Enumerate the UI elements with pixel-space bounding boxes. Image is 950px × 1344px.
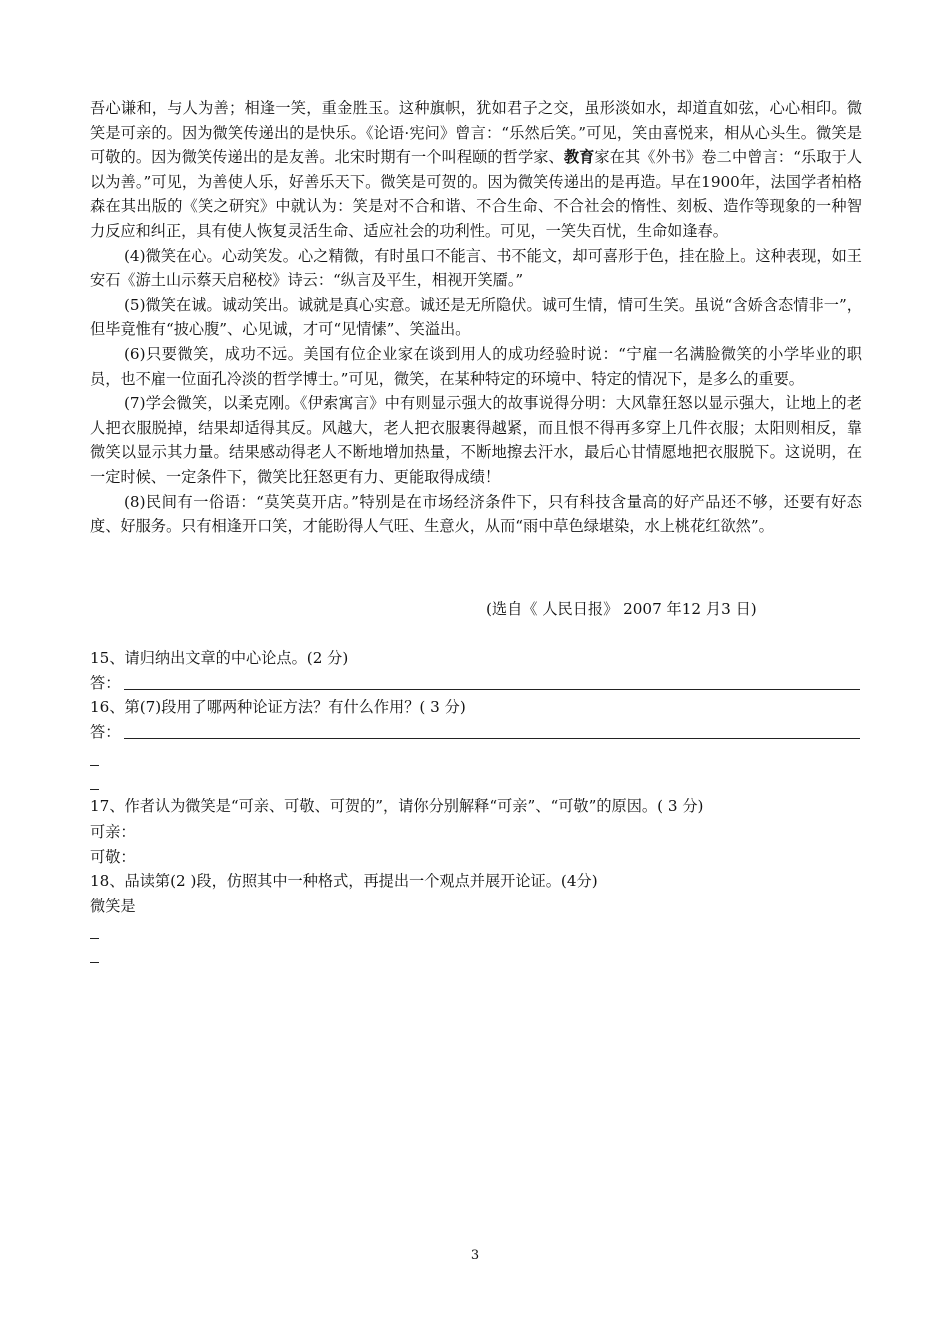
question-15-answer-line[interactable] <box>124 689 860 690</box>
article-source: (选自《 人民日报》 2007 年12 月3 日) <box>486 600 757 618</box>
answer-dash <box>90 938 99 939</box>
question-18-answer-start: 微笑是 <box>90 897 136 915</box>
question-17-part-a: 可亲： <box>90 823 136 841</box>
paragraph-continued <box>90 96 862 244</box>
answer-dash <box>90 765 99 766</box>
article-body <box>90 96 862 539</box>
question-16: 16、第(7)段用了哪两种论证方法？有什么作用？( 3 分) <box>90 698 466 716</box>
paragraph-4: (4)微笑在心。心动笑发。心之精微，有时虽口不能言、书不能文，却可喜形于色，挂在脸上。这种表现，如王安石《游土山示蔡天启秘校》诗云：“纵言及平生，相视开笑靥。” <box>90 246 862 290</box>
question-16-answer-label: 答： <box>90 723 121 741</box>
paragraph-text: 家在其《外书》卷二中曾言：“乐取于人以为善。”可见，为善使人乐，好善乐天下。微笑是可贺的。因为微笑传递出的是再造。早在1900年，法国学者柏格森在其出版的《笑之研究》中就认为：笑是对不合和谐、不合生命、不合社会的惰性、刻板、造作等现象的一种智力反应和纠正，具有使人恢复灵活生命、适应社会的功利性。可见，一笑失百忧，生命如逢春。 <box>90 148 863 240</box>
question-15-answer-label: 答： <box>90 674 121 692</box>
paragraph-8: (8)民间有一俗语：“莫笑莫开店。”特别是在市场经济条件下，只有科技含量高的好产品还不够，还要有好态度、好服务。只有相逢开口笑，才能盼得人气旺、生意火，从而“雨中草色绿堪染，水上桃花红欲然”。 <box>90 492 862 536</box>
question-17-part-b: 可敬： <box>90 848 136 866</box>
answer-dash <box>90 789 99 790</box>
question-17: 17、作者认为微笑是“可亲、可敬、可贺的”，请你分别解释“可亲”、“可敬”的原因。( 3 分) <box>90 797 704 815</box>
question-15: 15、请归纳出文章的中心论点。(2 分) <box>90 649 349 667</box>
question-18: 18、品读第(2 )段，仿照其中一种格式，再提出一个观点并展开论证。(4分) <box>90 872 598 890</box>
paragraph-7: (7)学会微笑，以柔克刚。《伊索寓言》中有则显示强大的故事说得分明：大风靠狂怒以显示强大，让地上的老人把衣服脱掉，结果却适得其反。风越大，老人把衣服裹得越紧，而且恨不得再多穿上几件衣服；太阳则相反，靠微笑以显示其力量。结果感动得老人不断地增加热量，不断地擦去汗水，最后心甘情愿地把衣服脱下。这说明，在一定时候、一定条件下，微笑比狂怒更有力、更能取得成绩！ <box>90 394 862 486</box>
paragraph-5: (5)微笑在诚。诚动笑出。诚就是真心实意。诚还是无所隐伏。诚可生情，情可生笑。虽说“含娇含态情非一”，但毕竟惟有“披心腹”、心见诚，才可“见情愫”、笑溢出。 <box>90 295 862 339</box>
paragraph-6: (6)只要微笑，成功不远。美国有位企业家在谈到用人的成功经验时说：“宁雇一名满脸微笑的小学毕业的职员，也不雇一位面孔冷淡的哲学博士。”可见，微笑，在某种特定的环境中、特定的情况下，是多么的重要。 <box>90 344 862 388</box>
answer-dash <box>90 962 99 963</box>
page-number: 3 <box>470 1248 480 1263</box>
bold-keyword: 教育 <box>563 148 595 167</box>
paragraph-text: 吾心谦和，与人为善；相逢一笑，重金胜玉。这种旗帜，犹如君子之交，虽形淡如水，却道直如弦，心心相印。微笑是可亲的。因为微笑传递出的是快乐。《论语·宪问》曾言：“乐然后笑。”可见，笑由喜悦来，相从心头生。微笑是可敬的。因为微笑传递出的是友善。北宋时期有一个叫程颐的哲学家、 <box>90 99 862 167</box>
question-16-answer-line[interactable] <box>124 738 860 739</box>
